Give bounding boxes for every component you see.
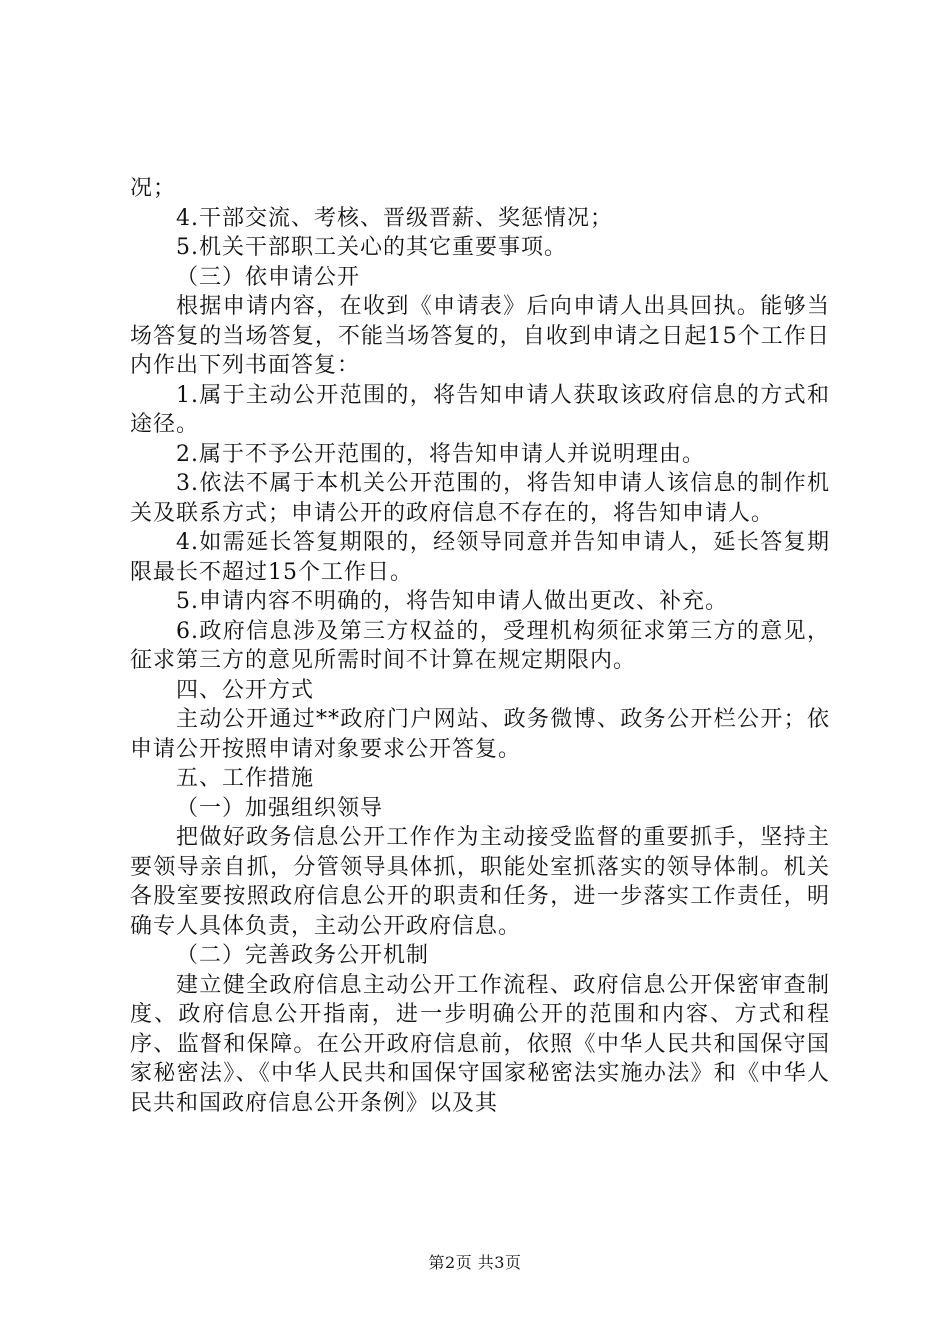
list-item: 4.干部交流、考核、晋级晋薪、奖惩情况； — [176, 205, 613, 231]
paragraph: 建立健全政府信息主动公开工作流程、政府信息公开保密审查制度、政府信息公开指南，进一步明确公开的范围和内容、方式和程序、监督和保障。在公开政府信息前，依照《中华人民共和国保守国家秘密法》、《中华人民共和国保守国家秘密法实施办法》和《中华人民共和国政府信息公开条例》以及其 — [130, 972, 830, 1116]
section-heading: 四、公开方式 — [176, 677, 315, 703]
list-item: 4.如需延长答复期限的，经领导同意并告知申请人，延长答复期限最长不超过15个工作日。 — [130, 530, 830, 585]
paragraph: 况； — [130, 176, 177, 201]
page-number-footer: 第2页 共3页 — [428, 1253, 522, 1272]
section-heading: （三）依申请公开 — [176, 264, 361, 290]
list-item: 5.机关干部职工关心的其它重要事项。 — [176, 235, 567, 260]
list-item: 5.申请内容不明确的，将告知申请人做出更改、补充。 — [176, 589, 728, 614]
paragraph: 主动公开通过**政府门户网站、政务微博、政务公开栏公开；依申请公开按照申请对象要求公开答复。 — [130, 707, 830, 762]
paragraph: 根据申请内容，在收到《申请表》后向申请人出具回执。能够当场答复的当场答复，不能当场答复的，自收到申请之日起15个工作日内作出下列书面答复： — [130, 294, 830, 378]
paragraph: 把做好政务信息公开工作作为主动接受监督的重要抓手，坚持主要领导亲自抓，分管领导具体抓，职能处室抓落实的领导体制。机关各股室要按照政府信息公开的职责和任务，进一步落实工作责任，明确专人具体负责，主动公开政府信息。 — [130, 825, 830, 939]
list-item: 2.属于不予公开范围的，将告知申请人并说明理由。 — [176, 441, 705, 467]
section-heading: （二）完善政务公开机制 — [176, 943, 430, 968]
document-body — [130, 174, 830, 1118]
section-heading: （一）加强组织领导 — [176, 795, 384, 821]
list-item: 3.依法不属于本机关公开范围的，将告知申请人该信息的制作机关及联系方式；申请公开的政府信息不存在的，将告知申请人。 — [130, 471, 830, 526]
section-heading: 五、工作措施 — [176, 766, 315, 791]
list-item: 1.属于主动公开范围的，将告知申请人获取该政府信息的方式和途径。 — [130, 382, 830, 437]
list-item: 6.政府信息涉及第三方权益的，受理机构须征求第三方的意见，征求第三方的意见所需时间不计算在规定期限内。 — [130, 618, 830, 673]
